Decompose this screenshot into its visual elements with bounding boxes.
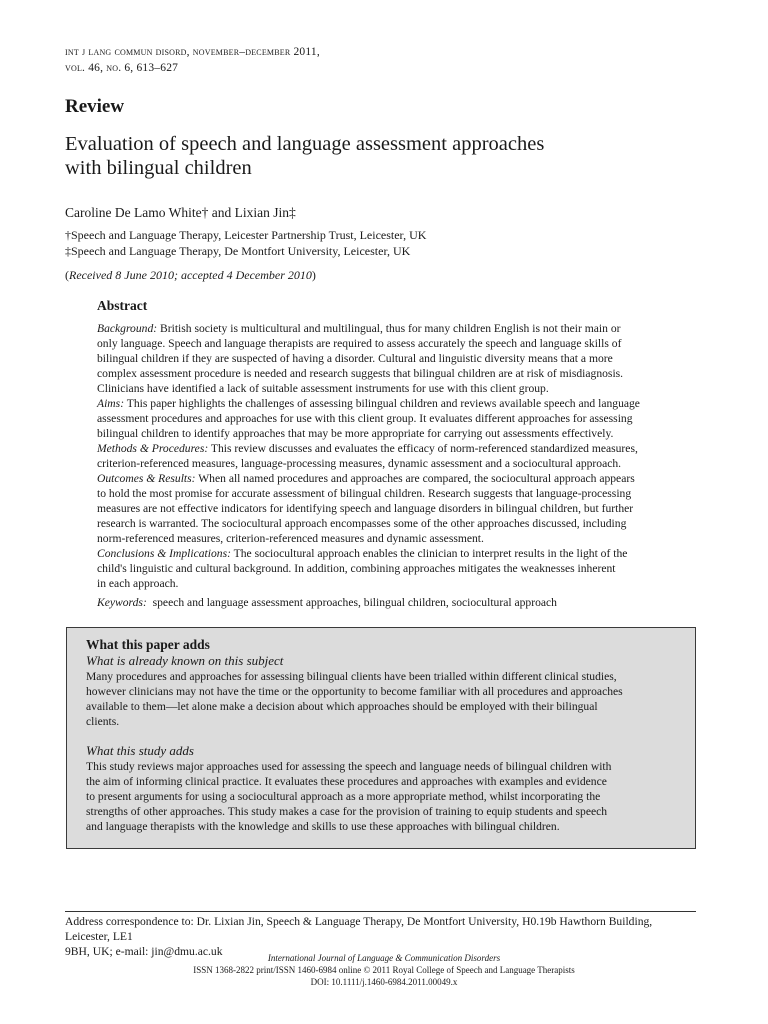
correspondence-line-2: 9BH, UK; e-mail: jin@dmu.ac.uk	[65, 945, 223, 958]
adds-paragraph	[86, 759, 679, 834]
box-line: available to them—let alone make a decision about which approaches should be employed with their bilingual	[86, 700, 598, 713]
abstract-line: The sociocultural approach enables the clinician to interpret results in the light of the	[233, 547, 628, 560]
title-line-2: with bilingual children	[65, 157, 252, 179]
abstract-line: assessment procedures and approaches for use with this client group. It evaluates different approaches for assessing	[97, 412, 633, 425]
abstract-conclusions	[97, 546, 669, 591]
abstract-background	[97, 321, 669, 396]
footer-journal: International Journal of Language & Communication Disorders	[267, 953, 501, 963]
abstract-line: When all named procedures and approaches are compared, the sociocultural approach appears	[198, 472, 635, 485]
title-line-1: Evaluation of speech and language assessment approaches	[65, 133, 545, 155]
box-line: however clinicians may not have the time or the opportunity to become familiar with all procedures and approaches	[86, 685, 623, 698]
journal-header	[65, 44, 320, 76]
conclusions-label: Conclusions & Implications:	[97, 547, 231, 560]
section-label: Review	[65, 96, 125, 117]
known-paragraph	[86, 669, 679, 729]
received-text: Received 8 June 2010; accepted 4 December 2010	[69, 268, 312, 282]
abstract-methods	[97, 441, 669, 471]
abstract-line: in each approach.	[97, 577, 179, 590]
abstract-line: child's linguistic and cultural background. In addition, combining approaches mitigates the weaknesses inherent	[97, 562, 616, 575]
affiliations	[65, 227, 426, 259]
box-line: strengths of other approaches. This study makes a case for the provision of training to equip students and speech	[86, 805, 608, 818]
received-dates	[65, 268, 316, 283]
abstract-line: measures are not effective indicators for identifying speech and language disorders in bilingual children, but further	[97, 502, 634, 515]
abstract-line: research is warranted. The sociocultural approach encompasses some of the other approaches discussed, including	[97, 517, 627, 530]
received-close-paren: )	[311, 268, 316, 282]
affiliation-1: †Speech and Language Therapy, Leicester Partnership Trust, Leicester, UK	[65, 228, 427, 242]
box-line: to present arguments for using a sociocultural approach as a more appropriate method, whilst incorporating the	[86, 790, 601, 803]
abstract-line: This review discusses and evaluates the efficacy of norm-referenced standardized measures,	[210, 442, 638, 455]
box-heading: What this paper adds	[86, 637, 210, 652]
footnote-rule	[65, 911, 696, 912]
adds-heading: What this study adds	[86, 743, 194, 758]
abstract-heading: Abstract	[97, 298, 148, 313]
abstract-line: complex assessment procedure is needed and research suggests that bilingual children are at risk of misdiagnosis.	[97, 367, 624, 380]
footer-issn: ISSN 1368-2822 print/ISSN 1460-6984 online © 2011 Royal College of Speech and Language Therapists	[193, 965, 575, 975]
box-line: This study reviews major approaches used for assessing the speech and language needs of bilingual children with	[86, 760, 612, 773]
keywords	[97, 596, 557, 609]
keywords-text: speech and language assessment approaches, bilingual children, sociocultural approach	[152, 596, 557, 609]
correspondence-line-1: Address correspondence to: Dr. Lixian Jin, Speech & Language Therapy, De Montfort University, H0.19b Hawthorn Building, Leicester, LE1	[65, 915, 653, 943]
article-title	[65, 132, 685, 180]
received-open-paren: (	[65, 268, 69, 282]
keywords-label: Keywords:	[97, 596, 147, 609]
abstract-line: bilingual children to identify approaches that may be more appropriate for carrying out assessments effectively.	[97, 427, 614, 440]
journal-line-1: int j lang commun disord, november–december 2011,	[65, 46, 320, 58]
box-line: Many procedures and approaches for assessing bilingual clients have been trialled within different clinical studies,	[86, 670, 617, 683]
abstract-aims	[97, 396, 669, 441]
aims-label: Aims:	[97, 397, 125, 410]
authors: Caroline De Lamo White† and Lixian Jin‡	[65, 205, 296, 220]
background-label: Background:	[97, 322, 158, 335]
abstract-line: bilingual children if they are suspected of having a disorder. Cultural and linguistic diversity means that a more	[97, 352, 613, 365]
abstract-line: norm-referenced measures, criterion-referenced measures and dynamic assessment.	[97, 532, 484, 545]
box-line: and language therapists with the knowledge and skills to use these approaches with bilingual children.	[86, 820, 560, 833]
known-heading: What is already known on this subject	[86, 653, 284, 668]
affiliation-2: ‡Speech and Language Therapy, De Montfort University, Leicester, UK	[65, 244, 411, 258]
abstract-line: to hold the most promise for accurate assessment of bilingual children. Research suggests that language-processing	[97, 487, 632, 500]
abstract-line: Clinicians have identified a lack of suitable assessment instruments for use with this client group.	[97, 382, 549, 395]
what-this-paper-adds-box	[66, 627, 696, 849]
abstract-outcomes	[97, 471, 669, 546]
footer-doi: DOI: 10.1111/j.1460-6984.2011.00049.x	[310, 977, 458, 987]
abstract-line: only language. Speech and language therapists are required to assess accurately the speech and language skills of	[97, 337, 622, 350]
page-footer	[0, 952, 768, 988]
box-line: clients.	[86, 715, 120, 728]
abstract-line: This paper highlights the challenges of assessing bilingual children and reviews available speech and language	[126, 397, 640, 410]
methods-label: Methods & Procedures:	[97, 442, 209, 455]
abstract-line: British society is multicultural and multilingual, thus for many children English is not their main or	[160, 322, 621, 335]
outcomes-label: Outcomes & Results:	[97, 472, 196, 485]
abstract-line: criterion-referenced measures, language-processing measures, dynamic assessment and a sociocultural approach.	[97, 457, 622, 470]
journal-line-2: vol. 46, no. 6, 613–627	[65, 62, 179, 74]
box-line: the aim of informing clinical practice. It evaluates these procedures and approaches with examples and evidence	[86, 775, 607, 788]
abstract-body	[97, 321, 669, 591]
